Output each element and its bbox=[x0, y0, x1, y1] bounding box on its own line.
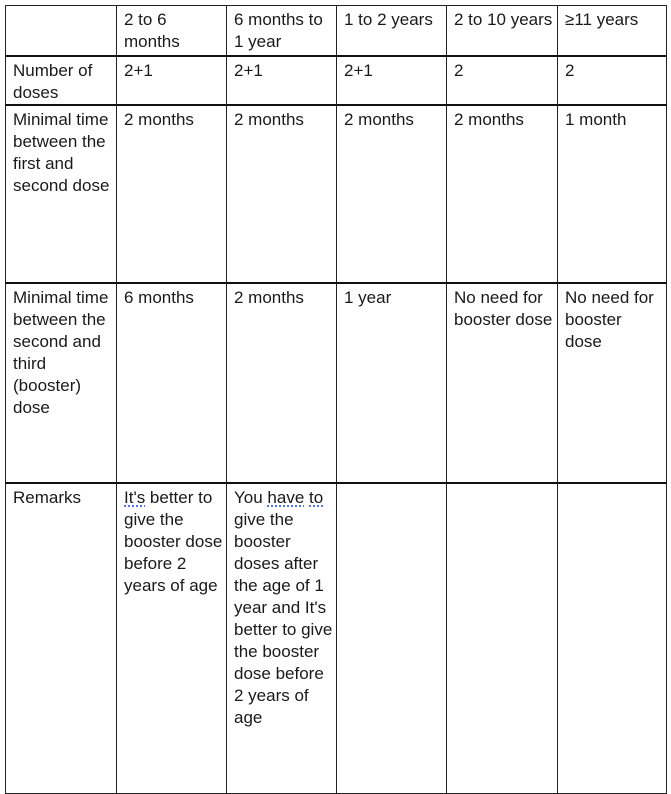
table-cell: No need for booster dose bbox=[558, 283, 667, 483]
table-cell: 2 months bbox=[117, 105, 227, 283]
header-6-months-to-1-year: 6 months to 1 year bbox=[227, 6, 337, 57]
spellcheck-word: It's bbox=[124, 488, 146, 507]
table-cell: 2+1 bbox=[227, 56, 337, 105]
table-cell: No need for booster dose bbox=[447, 283, 558, 483]
header-row bbox=[6, 6, 667, 57]
table-row-first-second-dose-interval bbox=[6, 105, 667, 283]
remark-text: give the booster doses after the age of 1 year and It's better to give the booster dose before 2 years of age bbox=[234, 510, 333, 727]
table-row-remarks bbox=[6, 483, 667, 794]
vaccine-schedule-table bbox=[5, 5, 667, 794]
table-row-number-of-doses bbox=[6, 56, 667, 105]
remark-cell-6-months-to-1-year bbox=[227, 483, 337, 794]
table-cell: 2 months bbox=[447, 105, 558, 283]
row-label: Number of doses bbox=[6, 56, 117, 105]
spellcheck-word: have bbox=[267, 488, 305, 507]
table-row-second-third-dose-interval bbox=[6, 283, 667, 483]
table-cell: 6 months bbox=[117, 283, 227, 483]
header-11-plus-years: ≥11 years bbox=[558, 6, 667, 57]
table-cell: 2 months bbox=[337, 105, 447, 283]
table-cell: 2+1 bbox=[337, 56, 447, 105]
table-cell: 2 bbox=[447, 56, 558, 105]
remark-text: You bbox=[234, 488, 268, 507]
spellcheck-word: to bbox=[309, 488, 324, 507]
table-cell: 1 month bbox=[558, 105, 667, 283]
row-label: Minimal time between the first and second dose bbox=[6, 105, 117, 283]
remark-cell-1-to-2-years bbox=[337, 483, 447, 794]
header-2-to-10-years: 2 to 10 years bbox=[447, 6, 558, 57]
remark-cell-2-to-6-months bbox=[117, 483, 227, 794]
row-label: Remarks bbox=[6, 483, 117, 794]
header-1-to-2-years: 1 to 2 years bbox=[337, 6, 447, 57]
header-2-to-6-months: 2 to 6 months bbox=[117, 6, 227, 57]
header-corner-cell bbox=[6, 6, 117, 57]
table-cell: 2 months bbox=[227, 105, 337, 283]
table-cell: 2+1 bbox=[117, 56, 227, 105]
table-cell: 1 year bbox=[337, 283, 447, 483]
table-cell: 2 bbox=[558, 56, 667, 105]
table-cell: 2 months bbox=[227, 283, 337, 483]
remark-cell-11-plus-years bbox=[558, 483, 667, 794]
remark-text: better to give the booster dose before 2 years of age bbox=[124, 488, 223, 595]
remark-cell-2-to-10-years bbox=[447, 483, 558, 794]
row-label: Minimal time between the second and third (booster) dose bbox=[6, 283, 117, 483]
